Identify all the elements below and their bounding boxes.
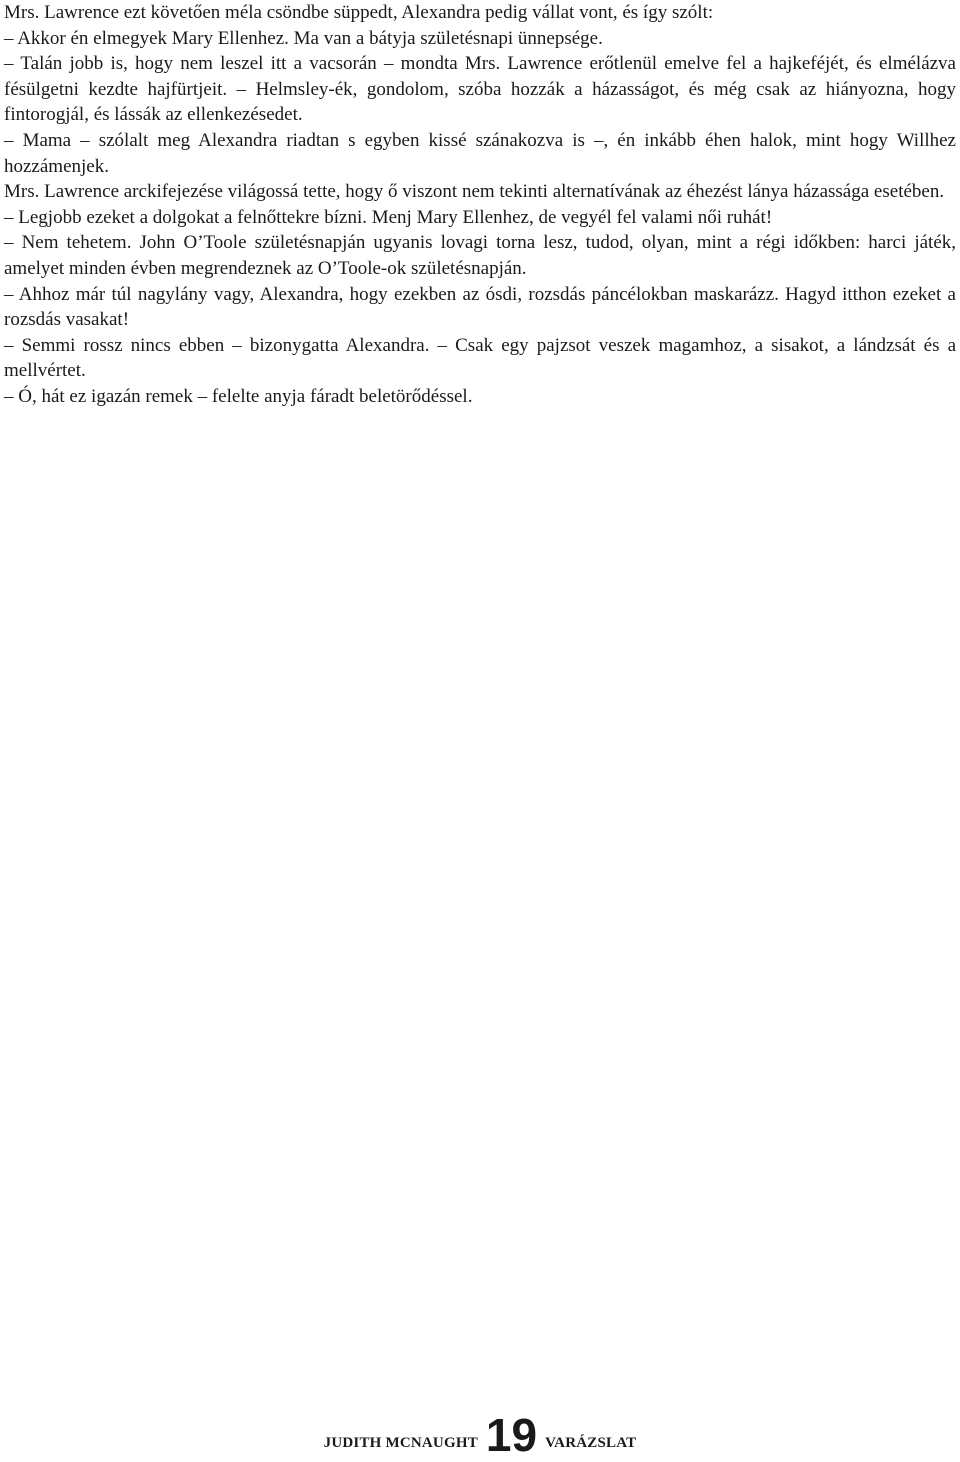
paragraph: Mrs. Lawrence arckifejezése világossá tette, hogy ő viszont nem tekinti alternatívának az éhezést lánya házassága esetében. <box>4 181 945 203</box>
paragraph: – Semmi rossz nincs ebben – bizonygatta Alexandra. – Csak egy pajzsot veszek magamhoz, a sisakot, a lándzsát és a mellvértet. <box>4 334 956 382</box>
page-number: 19 <box>485 1409 538 1461</box>
footer-author: JUDITH MCNAUGHT <box>323 1435 478 1451</box>
paragraph: – Akkor én elmegyek Mary Ellenhez. Ma van a bátyja születésnapi ünnepsége. <box>4 27 603 49</box>
paragraph: – Mama – szólalt meg Alexandra riadtan s egyben kissé szánakozva is –, én inkább éhen halok, mint hogy Willhez hozzámenjek. <box>4 129 956 177</box>
paragraph: – Ahhoz már túl nagylány vagy, Alexandra, hogy ezekben az ósdi, rozsdás páncélokban maskarázz. Hagyd itthon ezeket a rozsdás vasakat! <box>4 283 956 331</box>
paragraph: – Nem tehetem. John O’Toole születésnapján ugyanis lovagi torna lesz, tudod, olyan, mint a régi időkben: harci játék, amelyet minden évben megrendeznek az O’Toole-ok születésnapján. <box>4 232 956 279</box>
footer-title: VARÁZSLAT <box>545 1435 637 1451</box>
document-body <box>4 0 956 410</box>
paragraph: Mrs. Lawrence ezt követően méla csöndbe süppedt, Alexandra pedig vállat vont, és így szólt: <box>4 2 714 23</box>
paragraph: – Legjobb ezeket a dolgokat a felnőttekre bízni. Menj Mary Ellenhez, de vegyél fel valami női ruhát! <box>4 206 773 228</box>
paragraph: – Ó, hát ez igazán remek – felelte anyja fáradt beletörődéssel. <box>4 385 473 407</box>
paragraph: – Talán jobb is, hogy nem leszel itt a vacsorán – mondta Mrs. Lawrence erőtlenül emelve fel a hajkeféjét, és elmélázva fésülgetni kezdte hajfürtjeit. – Helmsley-ék, gondolom, szóba hozzák a házasságot, és még csak az hiányozna, hogy fintorogjál, és lássák az ellenkezésedet. <box>4 53 956 126</box>
page-footer <box>0 1408 960 1462</box>
